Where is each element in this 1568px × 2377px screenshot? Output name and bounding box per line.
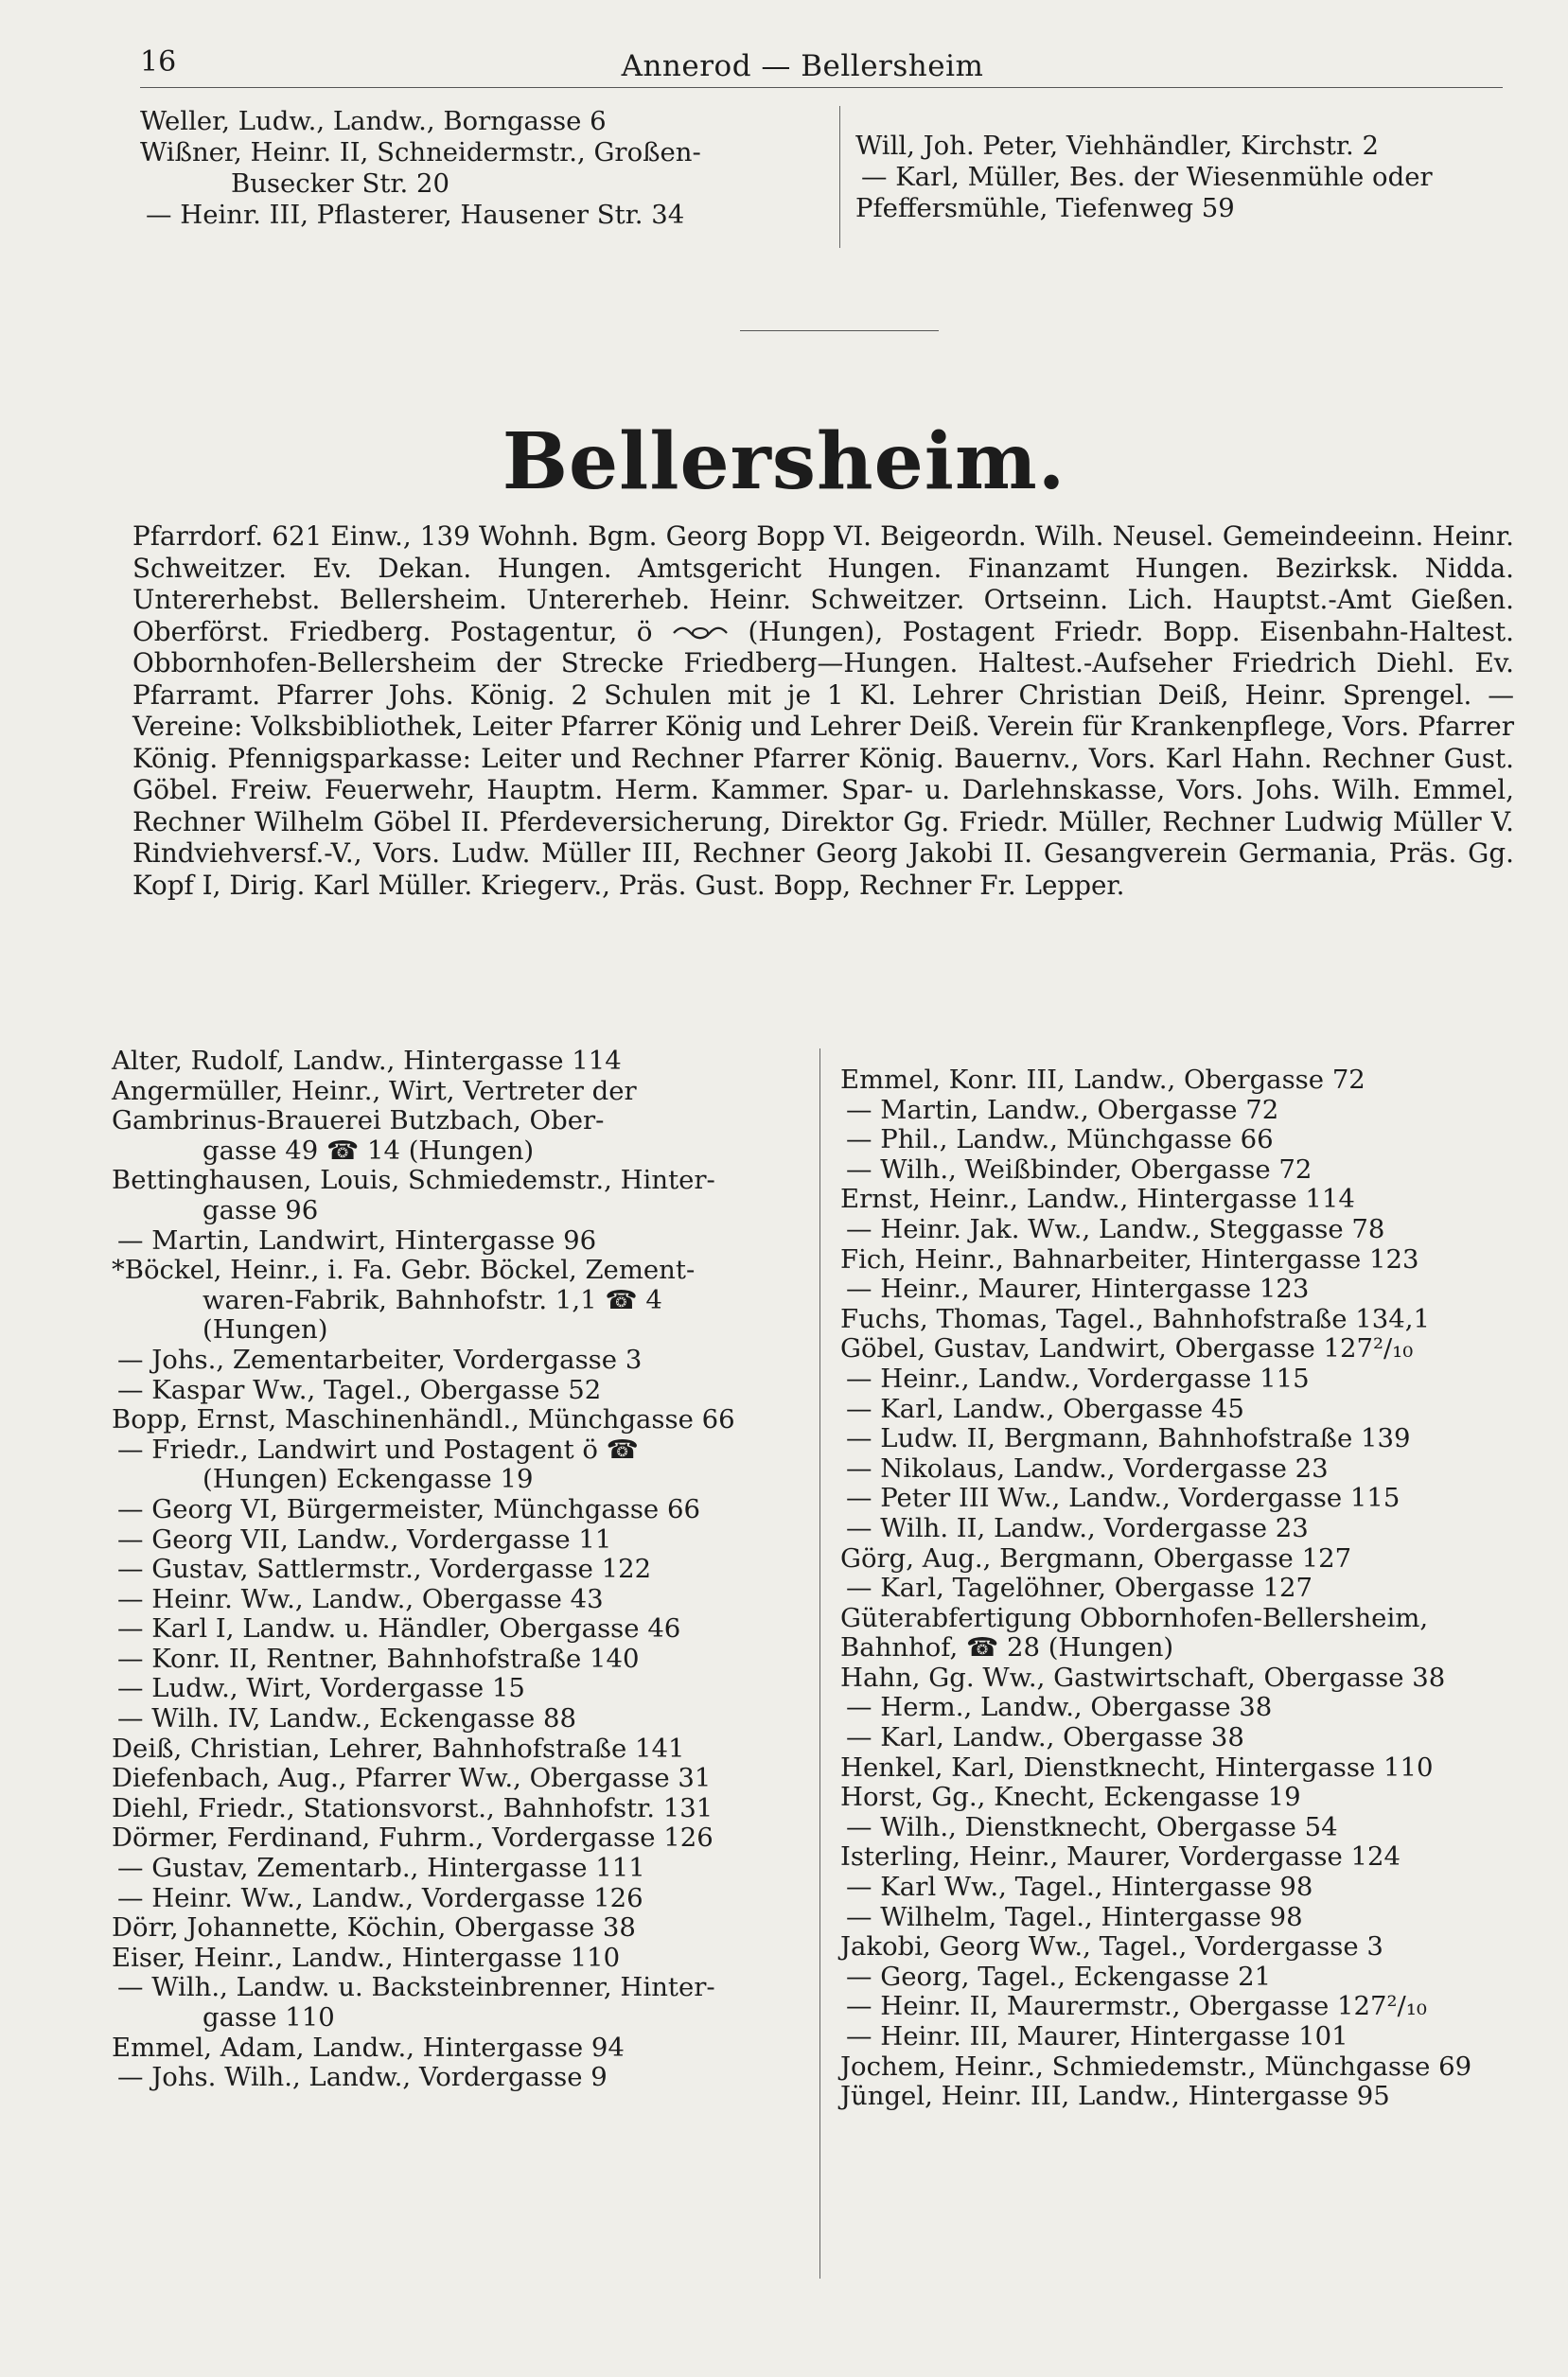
list-item: — Heinr. III, Pflasterer, Hausener Str. 34	[146, 200, 685, 230]
list-item: Wißner, Heinr. II, Schneidermstr., Großen-	[140, 137, 701, 167]
list-item: — Nikolaus, Landw., Vordergasse 23	[846, 1453, 1329, 1484]
list-item: Diehl, Friedr., Stationsvorst., Bahnhofstr. 131	[112, 1792, 714, 1823]
list-item: Pfeffersmühle, Tiefenweg 59	[855, 193, 1235, 223]
list-item: — Georg VI, Bürgermeister, Münchgasse 66	[117, 1493, 700, 1524]
list-item: Deiß, Christian, Lehrer, Bahnhofstraße 141	[112, 1733, 685, 1764]
list-item: — Heinr., Maurer, Hintergasse 123	[846, 1274, 1310, 1305]
list-item: Emmel, Adam, Landw., Hintergasse 94	[112, 2032, 625, 2063]
list-item: — Wilh., Dienstknecht, Obergasse 54	[846, 1811, 1338, 1842]
list-item: — Georg VII, Landw., Vordergasse 11	[117, 1523, 612, 1555]
list-item: — Heinr. III, Maurer, Hintergasse 101	[846, 2021, 1348, 2051]
list-item: — Johs. Wilh., Landw., Vordergasse 9	[117, 2062, 608, 2093]
list-item: — Heinr. II, Maurermstr., Obergasse 127²/₁₀	[846, 1991, 1427, 2022]
list-item: gasse 49 ☎ 14 (Hungen)	[203, 1135, 535, 1166]
list-item: — Peter III Ww., Landw., Vordergasse 115	[846, 1483, 1401, 1514]
list-item: — Wilh. IV, Landw., Eckengasse 88	[117, 1703, 577, 1734]
list-item: — Wilh., Landw. u. Backsteinbrenner, Hinter-	[117, 1972, 715, 2003]
list-item: — Konr. II, Rentner, Bahnhofstraße 140	[117, 1643, 640, 1674]
list-item: Angermüller, Heinr., Wirt, Vertreter der	[112, 1075, 637, 1106]
list-item: Will, Joh. Peter, Viehhändler, Kirchstr. 2	[855, 131, 1380, 161]
list-item: — Phil., Landw., Münchgasse 66	[846, 1124, 1274, 1155]
list-item: — Karl, Landw., Obergasse 45	[846, 1393, 1244, 1424]
list-item: *Böckel, Heinr., i. Fa. Gebr. Böckel, Zement-	[112, 1255, 696, 1286]
list-item: — Martin, Landw., Obergasse 72	[846, 1094, 1279, 1125]
list-item: gasse 110	[203, 2002, 335, 2033]
list-item: — Kaspar Ww., Tagel., Obergasse 52	[117, 1374, 602, 1405]
top-column-divider	[839, 106, 840, 248]
list-item: Jüngel, Heinr. III, Landw., Hintergasse 95	[840, 2081, 1390, 2112]
list-item: (Hungen)	[203, 1314, 328, 1346]
list-item: Bahnhof, ☎ 28 (Hungen)	[840, 1632, 1174, 1664]
header-rule	[140, 87, 1503, 88]
list-item: Diefenbach, Aug., Pfarrer Ww., Obergasse 31	[112, 1763, 712, 1794]
list-item: — Ludw. II, Bergmann, Bahnhofstraße 139	[846, 1423, 1411, 1454]
list-item: Emmel, Konr. III, Landw., Obergasse 72	[840, 1065, 1365, 1095]
page-number: 16	[140, 45, 177, 79]
intro-text-a: Pfarrdorf. 621 Einw., 139 Wohnh. Bgm. Georg Bopp VI. Beigeordn. Wilh. Neusel. Gemeindeeinn. Heinr. Schweitzer. Ev. Dekan. Hungen. Amtsgericht Hungen. Finanzamt Hungen. Bezirksk. Nidda. Untererhebst. Bellersheim. Untererheb. Heinr. Schweitzer. Ortseinn. Lich. Hauptst.-Amt Gießen. Oberförst. Friedberg. Postagentur, ö	[132, 520, 1514, 647]
list-item: (Hungen) Eckengasse 19	[203, 1464, 534, 1495]
list-item: Busecker Str. 20	[231, 168, 450, 199]
list-item: — Friedr., Landwirt und Postagent ö ☎	[117, 1434, 639, 1465]
telephone-icon	[672, 625, 729, 642]
section-separator	[740, 330, 939, 331]
list-item: Jochem, Heinr., Schmiedemstr., Münchgasse 69	[840, 2051, 1472, 2082]
list-item: Bopp, Ernst, Maschinenhändl., Münchgasse 66	[112, 1404, 735, 1435]
list-item: Weller, Ludw., Landw., Borngasse 6	[140, 106, 607, 136]
list-item: — Johs., Zementarbeiter, Vordergasse 3	[117, 1344, 643, 1375]
list-item: Bettinghausen, Louis, Schmiedemstr., Hinter-	[112, 1165, 715, 1196]
list-item: — Karl, Müller, Bes. der Wiesenmühle oder	[861, 162, 1433, 192]
list-item: Görg, Aug., Bergmann, Obergasse 127	[840, 1542, 1352, 1574]
list-item: Fuchs, Thomas, Tagel., Bahnhofstraße 134,1	[840, 1303, 1430, 1334]
list-item: — Gustav, Sattlermstr., Vordergasse 122	[117, 1554, 652, 1585]
list-item: Jakobi, Georg Ww., Tagel., Vordergasse 3	[840, 1931, 1383, 1963]
list-item: — Heinr. Jak. Ww., Landw., Steggasse 78	[846, 1213, 1385, 1244]
list-item: — Ludw., Wirt, Vordergasse 15	[117, 1673, 525, 1704]
intro-text-b: (Hungen), Postagent Friedr. Bopp. Eisenbahn-Haltest. Obbornhofen-Bellersheim der Strecke Friedberg—Hungen. Haltest.-Aufseher Friedrich Diehl. Ev. Pfarramt. Pfarrer Johs. König. 2 Schulen mit je 1 Kl. Lehrer Christian Deiß, Heinr. Sprengel. — Vereine: Volksbibliothek, Leiter Pfarrer König und Lehrer Deiß. Verein für Krankenpflege, Vors. Pfarrer König. Pfennigsparkasse: Leiter und Rechner Pfarrer König. Bauernv., Vors. Karl Hahn. Rechner Gust. Göbel. Freiw. Feuerwehr, Hauptm. Herm. Kammer. Spar- u. Darlehnskasse, Vors. Johs. Wilh. Emmel, Rechner Wilhelm Göbel II. Pferdeversicherung, Direktor Gg. Friedr. Müller, Rechner Ludwig Müller V. Rindviehversf.-V., Vors. Ludw. Müller III, Rechner Georg Jakobi II. Gesangverein Germania, Präs. Gg. Kopf I, Dirig. Karl Müller. Kriegerv., Präs. Gust. Bopp, Rechner Fr. Lepper.	[132, 615, 1514, 901]
list-item: — Karl I, Landw. u. Händler, Obergasse 46	[117, 1613, 681, 1645]
right-column-entries	[840, 1065, 1522, 2112]
list-item: Alter, Rudolf, Landw., Hintergasse 114	[112, 1046, 622, 1076]
list-item: — Karl, Tagelöhner, Obergasse 127	[846, 1573, 1313, 1604]
list-item: waren-Fabrik, Bahnhofstr. 1,1 ☎ 4	[203, 1284, 662, 1315]
list-item: — Herm., Landw., Obergasse 38	[846, 1692, 1273, 1723]
list-item: Güterabfertigung Obbornhofen-Bellersheim,	[840, 1602, 1429, 1633]
running-head: Annerod — Bellersheim	[621, 49, 984, 83]
list-item: Eiser, Heinr., Landw., Hintergasse 110	[112, 1942, 621, 1973]
list-item: Fich, Heinr., Bahnarbeiter, Hintergasse 123	[840, 1243, 1419, 1275]
list-item: — Gustav, Zementarb., Hintergasse 111	[117, 1853, 645, 1884]
list-item: Isterling, Heinr., Maurer, Vordergasse 124	[840, 1841, 1401, 1873]
place-title: Bellersheim.	[502, 416, 1066, 507]
list-item: — Karl, Landw., Obergasse 38	[846, 1722, 1244, 1753]
list-item: Dörr, Johannette, Köchin, Obergasse 38	[112, 1912, 636, 1944]
list-item: Gambrinus-Brauerei Butzbach, Ober-	[112, 1105, 605, 1136]
list-item: — Wilhelm, Tagel., Hintergasse 98	[846, 1901, 1303, 1932]
place-intro	[132, 520, 1514, 901]
list-item: — Heinr. Ww., Landw., Obergasse 43	[117, 1583, 604, 1614]
list-item: — Georg, Tagel., Eckengasse 21	[846, 1961, 1272, 1992]
column-divider	[819, 1048, 820, 2279]
top-left-entries	[140, 106, 821, 231]
list-item: Dörmer, Ferdinand, Fuhrm., Vordergasse 126	[112, 1822, 714, 1854]
list-item: — Wilh. II, Landw., Vordergasse 23	[846, 1512, 1309, 1543]
list-item: — Martin, Landwirt, Hintergasse 96	[117, 1224, 597, 1256]
list-item: — Karl Ww., Tagel., Hintergasse 98	[846, 1872, 1313, 1903]
list-item: Henkel, Karl, Dienstknecht, Hintergasse 110	[840, 1752, 1434, 1783]
left-column-entries	[112, 1047, 812, 2093]
list-item: — Wilh., Weißbinder, Obergasse 72	[846, 1153, 1313, 1185]
page-header	[140, 45, 1465, 89]
list-item: Göbel, Gustav, Landwirt, Obergasse 127²/₁₀	[840, 1333, 1414, 1365]
list-item: Ernst, Heinr., Landw., Hintergasse 114	[840, 1184, 1355, 1215]
list-item: gasse 96	[203, 1194, 319, 1225]
top-right-entries	[855, 131, 1508, 224]
list-item: Hahn, Gg. Ww., Gastwirtschaft, Obergasse 38	[840, 1662, 1446, 1693]
list-item: Horst, Gg., Knecht, Eckengasse 19	[840, 1782, 1301, 1813]
list-item: — Heinr., Landw., Vordergasse 115	[846, 1363, 1310, 1394]
list-item: — Heinr. Ww., Landw., Vordergasse 126	[117, 1882, 643, 1913]
